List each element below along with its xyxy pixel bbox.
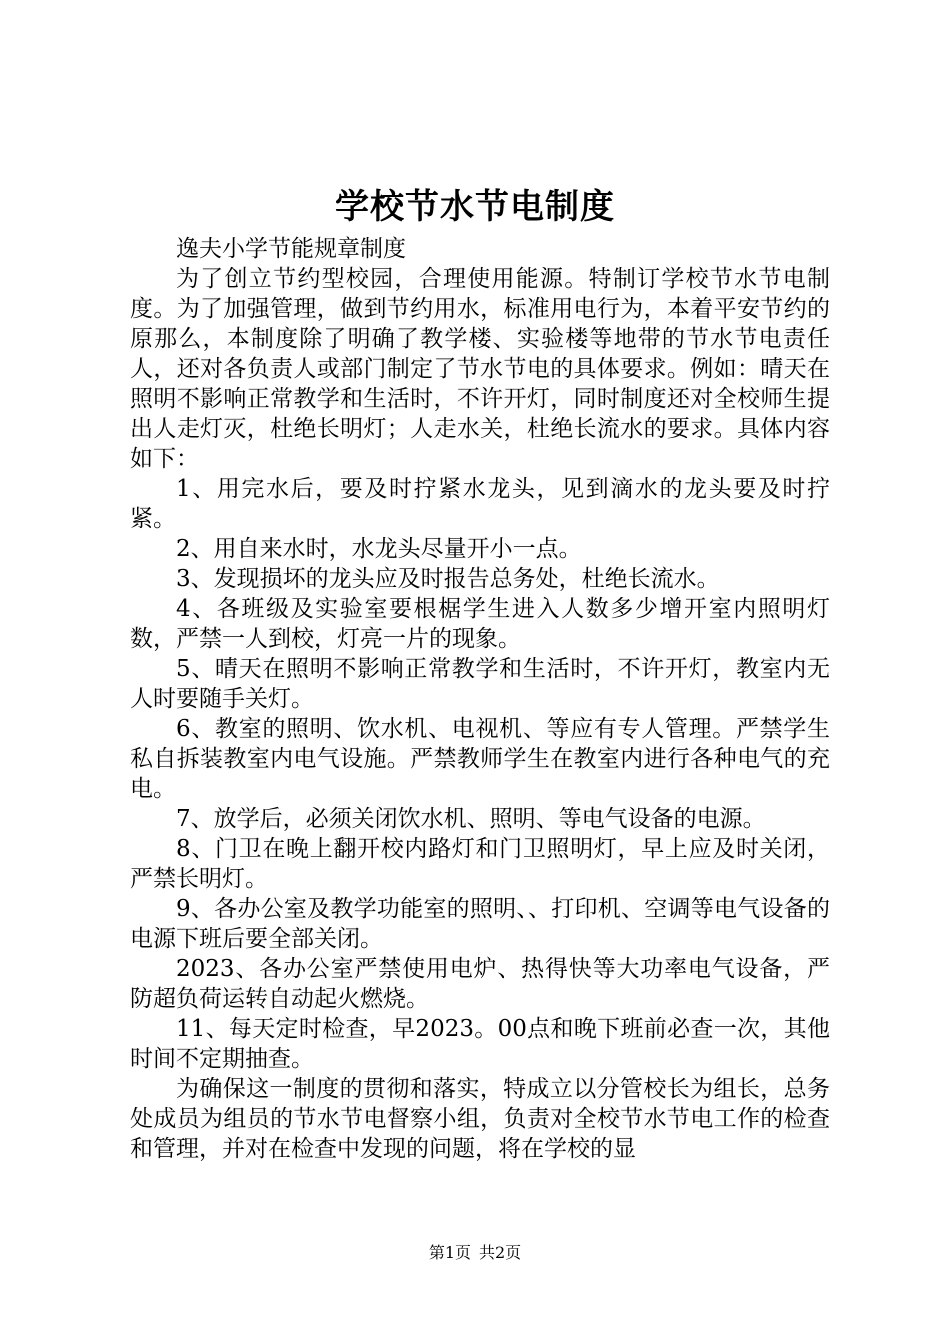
rule-item-3: 3、发现损坏的龙头应及时报告总务处，杜绝长流水。 <box>176 566 720 592</box>
page-number: 第1页 <box>428 1243 471 1262</box>
document-title: 学校节水节电制度 <box>335 187 615 227</box>
subtitle-paragraph: 逸夫小学节能规章制度 <box>176 236 406 262</box>
page-footer <box>0 1243 950 1263</box>
rule-item-5: 5、晴天在照明不影响正常教学和生活时，不许开灯，教室内无人时要随手关灯。 <box>130 656 830 712</box>
intro-paragraph: 为了创立节约型校园，合理使用能源。特制订学校节水节电制度。为了加强管理，做到节约用水，标准用电行为，本着平安节约的原那么，本制度除了明确了教学楼、实验楼等地带的节水节电责任人，还对各负责人或部门制定了节水节电的具体要求。例如：晴天在照明不影响正常教学和生活时，不许开灯，同时制度还对全校师生提出人走灯灭，杜绝长明灯；人走水关，杜绝长流水的要求。具体内容如下： <box>130 266 830 472</box>
rule-item-6: 6、教室的照明、饮水机、电视机、等应有专人管理。严禁学生私自拆装教室内电气设施。严禁教师学生在教室内进行各种电气的充电。 <box>130 716 830 802</box>
rule-item-7: 7、放学后，必须关闭饮水机、照明、等电气设备的电源。 <box>176 806 766 832</box>
rule-item-4: 4、各班级及实验室要根椐学生进入人数多少增开室内照明灯数，严禁一人到校，灯亮一片的现象。 <box>130 596 830 652</box>
closing-paragraph: 为确保这一制度的贯彻和落实，特成立以分管校长为组长，总务处成员为组员的节水节电督察小组，负责对全校节水节电工作的检查和管理，并对在检查中发现的问题，将在学校的显 <box>130 1076 830 1162</box>
rule-item-9: 9、各办公室及教学功能室的照明、、打印机、空调等电气设备的电源下班后要全部关闭。 <box>130 896 830 952</box>
document-body <box>130 234 830 1164</box>
rule-item-11: 11、每天定时检查，早2023。00点和晚下班前必查一次，其他时间不定期抽查。 <box>130 1016 830 1072</box>
rule-item-10: 2023、各办公室严禁使用电炉、热得快等大功率电气设备，严防超负荷运转自动起火燃烧。 <box>130 956 830 1012</box>
rule-item-1: 1、用完水后，要及时拧紧水龙头，见到滴水的龙头要及时拧紧。 <box>130 476 830 532</box>
rule-item-8: 8、门卫在晚上翻开校内路灯和门卫照明灯，早上应及时关闭，严禁长明灯。 <box>130 836 830 892</box>
page-total: 共2页 <box>479 1243 522 1262</box>
rule-item-2: 2、用自来水时，水龙头尽量开小一点。 <box>176 536 582 562</box>
